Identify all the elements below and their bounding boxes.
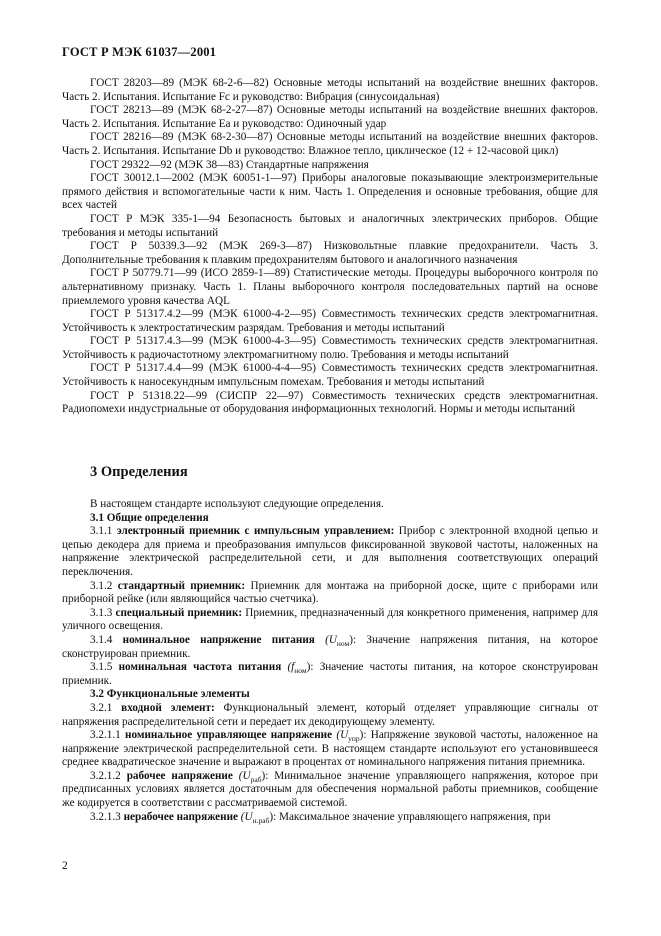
subsection-heading: 3.2 Функциональные элементы xyxy=(90,688,250,701)
definition-number: 3.2.1.3 xyxy=(90,810,124,823)
definition-3-2-1-2 xyxy=(62,770,598,811)
definition-term: рабочее напряжение xyxy=(126,769,233,782)
definition-number: 3.1.2 xyxy=(90,579,118,592)
subsection-heading: 3.1 Общие определения xyxy=(90,511,209,524)
definition-text: ): Значение частоты питания, на которое сконструирован приемник. xyxy=(62,661,598,687)
symbol-subscript: упр xyxy=(348,734,360,744)
definition-text: ): Максимальное значение управляющего напряжения, при xyxy=(269,810,551,823)
definition-text: Приемник для монтажа на приборной доске, щите с приборами или приборной рейке (или являющийся частью счетчика). xyxy=(62,579,599,606)
definition-text: ): Минимальное значение управляющего напряжения, которое при предписанных условиях является достаточным для обеспечения нормальной работы приемников, сообщение же кодируется в соответствии с рассматриваемой системой. xyxy=(62,769,599,810)
definition-3-2-1 xyxy=(62,702,598,729)
section-intro: В настоящем стандарте используют следующие определения. xyxy=(90,498,384,510)
definition-number: 3.1.1 xyxy=(90,525,117,538)
reference-item: ГОСТ Р 50779.71—99 (ИСО 2859-1—89) Статистические методы. Процедуры выборочного контроля по альтернативному признаку. Часть 1. Планы выборочного контроля последовательных партий на основе приемлемого уровня качества AQL xyxy=(62,267,598,307)
normative-references-list xyxy=(62,77,598,417)
definition-term: нерабочее напряжение xyxy=(123,810,238,823)
reference-item: ГОСТ Р 51317.4.4—99 (МЭК 61000-4-4—95) Совместимость технических средств электромагнитная. Устойчивость к наносекундным импульсным помехам. Требования и методы испытаний xyxy=(62,362,598,389)
reference-item: ГОСТ 28216—89 (МЭК 68-2-30—87) Основные методы испытаний на воздействие внешних факторов. Часть 2. Испытания. Испытание Db и руководство: Влажное тепло, циклическое (12 + 12-часовой цикл) xyxy=(62,131,598,157)
definition-3-1-5 xyxy=(62,661,598,688)
page-header: ГОСТ Р МЭК 61037—2001 xyxy=(62,45,217,59)
definition-term: стандартный приемник: xyxy=(117,579,246,592)
definitions-body xyxy=(62,498,598,824)
definition-term: номинальное управляющее напряжение xyxy=(125,729,333,742)
symbol: (U xyxy=(232,769,251,782)
definition-text: Приемник, предназначенный для конкретного применения, например для уличного освещения. xyxy=(62,606,598,633)
symbol-subscript: раб xyxy=(250,775,262,785)
definition-3-1-3 xyxy=(62,607,598,634)
definition-3-2-1-1 xyxy=(62,729,598,770)
definition-text: Функциональный элемент, который отделяет управляющие сигналы от напряжения распределительной сети и передает их декодирующему элементу. xyxy=(62,701,599,728)
symbol: (f xyxy=(281,661,295,674)
page-number: 2 xyxy=(62,860,68,872)
section-title: 3 Определения xyxy=(90,464,188,480)
symbol-subscript: ном xyxy=(336,639,350,649)
reference-item: ГОСТ 28203—89 (МЭК 68-2-6—82) Основные методы испытаний на воздействие внешних факторов. Часть 2. Испытания. Испытание Fc и руководство: Вибрация (синусоидальная) xyxy=(62,77,598,103)
symbol-subscript: н.раб xyxy=(252,815,270,825)
definition-3-1-4 xyxy=(62,634,598,661)
reference-item: ГОСТ Р МЭК 335-1—94 Безопасность бытовых и аналогичных электрических приборов. Общие требования и методы испытаний xyxy=(62,212,598,239)
definition-text: ): Значение напряжения питания, на которое сконструирован приемник. xyxy=(62,633,598,660)
reference-item: ГОСТ 30012.1—2002 (МЭК 60051-1—97) Приборы аналоговые показывающие электроизмерительные прямого действия и вспомогательные части к ним. Часть 1. Определения и основные требования, общие для всех частей xyxy=(62,172,598,212)
symbol: (U xyxy=(332,729,349,742)
definition-number: 3.1.4 xyxy=(90,633,123,646)
definition-term: номинальное напряжение питания xyxy=(122,633,315,646)
definition-3-1-1 xyxy=(62,525,598,579)
definition-number: 3.2.1 xyxy=(90,701,122,714)
symbol: (U xyxy=(237,810,253,823)
reference-item: ГОСТ Р 50339.3—92 (МЭК 269-3—87) Низковольтные плавкие предохранители. Часть 3. Дополнительные требования к плавким предохранителям бытового и аналогичного назначения xyxy=(62,240,598,266)
reference-item: ГОСТ 29322—92 (МЭК 38—83) Стандартные напряжения xyxy=(90,158,369,171)
definition-3-1-2 xyxy=(62,580,598,607)
definition-3-2-1-3 xyxy=(62,811,598,825)
symbol-subscript: ном xyxy=(294,666,307,676)
reference-item: ГОСТ Р 51318.22—99 (СИСПР 22—97) Совместимость технических средств электромагнитная. Радиопомехи индустриальные от оборудования информационных технологий. Нормы и методы испытаний xyxy=(62,389,598,416)
definition-term: специальный приемник: xyxy=(115,606,243,619)
definition-number: 3.2.1.2 xyxy=(90,769,127,782)
definition-number: 3.1.3 xyxy=(90,606,116,619)
reference-item: ГОСТ Р 51317.4.2—99 (МЭК 61000-4-2—95) Совместимость технических средств электромагнитная. Устойчивость к электростатическим разрядам. Требования и методы испытаний xyxy=(62,308,598,334)
definition-text: ): Напряжение звуковой частоты, наложенное на напряжение электрической распределительной сети. В настоящем стандарте используют его установившееся среднее квадратическое значение и выражают в процентах от номинального напряжения питания приемника. xyxy=(62,729,599,769)
definition-term: входной элемент: xyxy=(121,701,215,714)
definition-text: Прибор с электронной входной цепью и цепью декодера для приема и преобразования импульсов фиксированной звуковой частоты, наложенных на напряжение электрической распределительной сети, и для выполнения соответствующих операций переключения. xyxy=(62,525,599,578)
definition-number: 3.1.5 xyxy=(90,661,119,674)
symbol: (U xyxy=(314,633,337,646)
definition-term: электронный приемник с импульсным управлением: xyxy=(116,525,395,538)
reference-item: ГОСТ 28213—89 (МЭК 68-2-27—87) Основные методы испытаний на воздействие внешних факторов. Часть 2. Испытания. Испытание Ea и руководство: Одиночный удар xyxy=(62,104,598,130)
reference-item: ГОСТ Р 51317.4.3—99 (МЭК 61000-4-3—95) Совместимость технических средств электромагнитная. Устойчивость к радиочастотному электромагнитному полю. Требования и методы испытаний xyxy=(62,335,598,361)
definition-term: номинальная частота питания xyxy=(118,661,282,674)
definition-number: 3.2.1.1 xyxy=(90,729,125,742)
